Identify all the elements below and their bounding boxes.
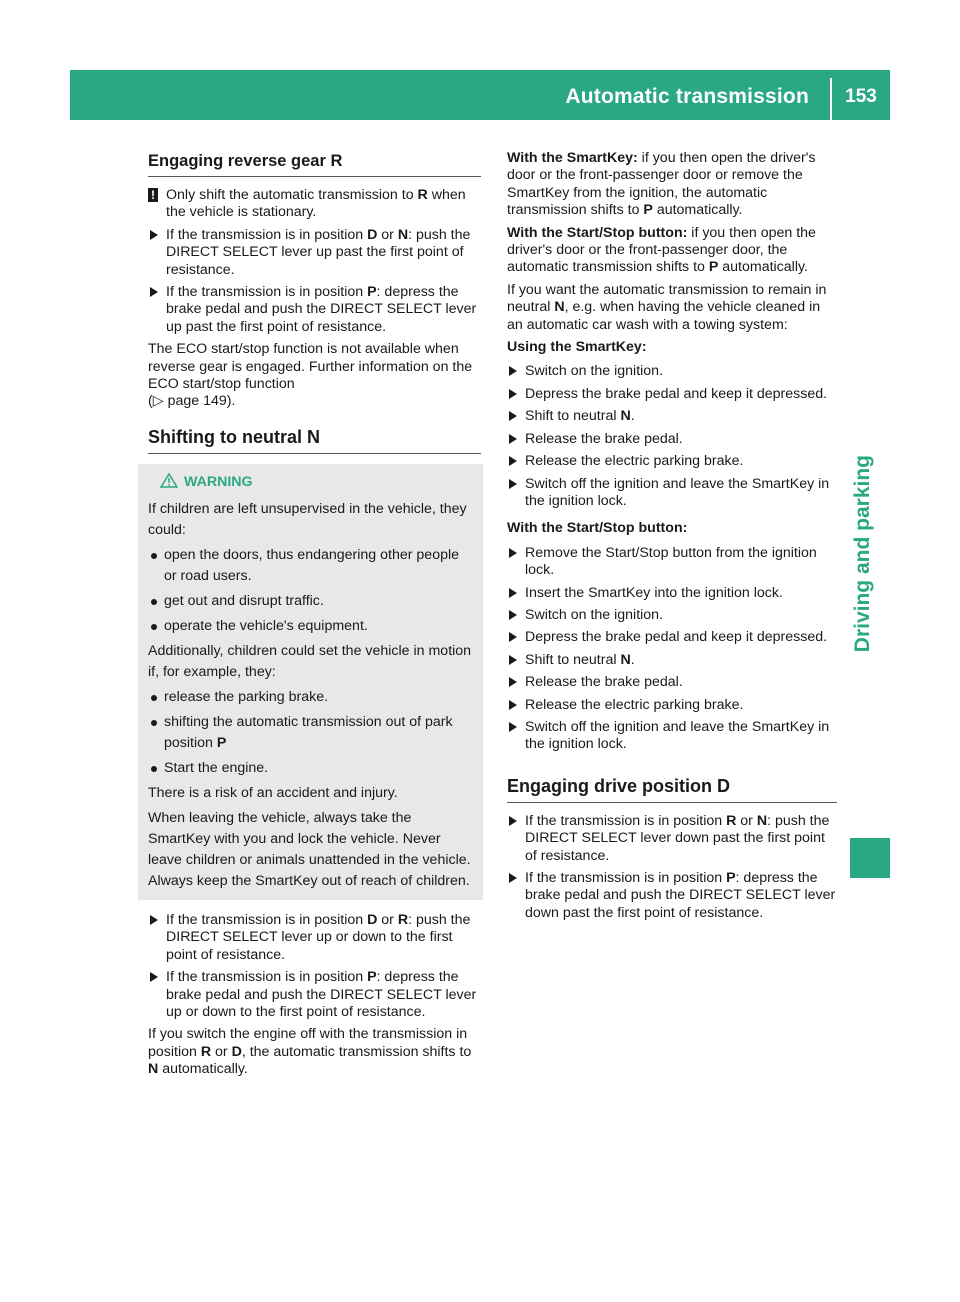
list-item: shifting the automatic transmission out of park position P	[148, 712, 475, 754]
chapter-title: Automatic transmission	[565, 85, 809, 108]
subheading-using-smartkey: Using the SmartKey:	[507, 339, 647, 356]
step-item: If the transmission is in position R or N: push the DIRECT SELECT lever down past the first point of resistance.	[507, 813, 837, 865]
left-column	[148, 150, 481, 1084]
step-item: Insert the SmartKey into the ignition lock.	[507, 585, 837, 602]
step-item: Shift to neutral N.	[507, 652, 837, 669]
subheading-with-startstop: With the Start/Stop button:	[507, 520, 688, 537]
step-item: Release the brake pedal.	[507, 674, 837, 691]
list-item: Start the engine.	[148, 758, 475, 779]
page-header	[70, 70, 890, 120]
heading-drive-position: Engaging drive position D	[507, 774, 837, 803]
warning-box	[138, 464, 483, 900]
step-item: Shift to neutral N.	[507, 408, 837, 425]
caution-note: ! Only shift the automatic transmission to R when the vehicle is stationary.	[148, 187, 481, 222]
list-item: get out and disrupt traffic.	[148, 591, 475, 612]
step-item: If the transmission is in position D or N: push the DIRECT SELECT lever up past the first point of resistance.	[148, 227, 481, 279]
warning-text: There is a risk of an accident and injury.	[148, 784, 398, 801]
startstop-info: With the Start/Stop button: if you then open the driver's door or the front-passenger door, the automatic transmission shifts to P automatically.	[507, 224, 816, 276]
heading-neutral: Shifting to neutral N	[148, 425, 481, 454]
step-item: Switch on the ignition.	[507, 607, 837, 624]
warning-text: Additionally, children could set the vehicle in motion if, for example, they:	[148, 642, 472, 680]
warning-text: If children are left unsupervised in the vehicle, they could:	[148, 500, 467, 538]
page-number: 153	[845, 86, 877, 107]
step-item: Remove the Start/Stop button from the ignition lock.	[507, 545, 837, 580]
warning-text: When leaving the vehicle, always take the SmartKey with you and lock the vehicle. Never leave children or animals unattended in the vehicle. Always keep the SmartKey out of reach of children.	[148, 809, 471, 889]
step-item: Switch on the ignition.	[507, 363, 837, 380]
step-item: Depress the brake pedal and keep it depressed.	[507, 629, 837, 646]
step-item: If the transmission is in position P: depress the brake pedal and push the DIRECT SELECT lever down past the first point of resistance.	[507, 870, 837, 922]
warning-title: WARNING	[160, 472, 475, 493]
car-wash-info: If you want the automatic transmission to remain in neutral N, e.g. when having the vehicle cleaned in an automatic car wash with a towing system:	[507, 281, 827, 333]
step-item: If the transmission is in position P: depress the brake pedal and push the DIRECT SELECT lever up past the first point of resistance.	[148, 284, 481, 336]
list-item: operate the vehicle's equipment.	[148, 616, 475, 637]
step-item: Switch off the ignition and leave the SmartKey in the ignition lock.	[507, 719, 837, 754]
page-reference-link[interactable]: (▷ page 149).	[148, 393, 236, 410]
heading-reverse-gear: Engaging reverse gear R	[148, 150, 481, 177]
smartkey-info: With the SmartKey: if you then open the driver's door or the front-passenger door or remove the SmartKey from the ignition, the automatic transmission shifts to P automatically.	[507, 150, 816, 219]
exclamation-icon: !	[148, 188, 158, 202]
list-item: release the parking brake.	[148, 687, 475, 708]
right-column	[507, 150, 837, 927]
step-item: Depress the brake pedal and keep it depressed.	[507, 386, 837, 403]
engine-off-info: If you switch the engine off with the transmission in position R or D, the automatic transmission shifts to N automatically.	[148, 1026, 472, 1078]
step-item: Release the brake pedal.	[507, 431, 837, 448]
eco-info: The ECO start/stop function is not available when reverse gear is engaged. Further information on the ECO start/stop function (▷ page 149).	[148, 341, 473, 410]
list-item: open the doors, thus endangering other people or road users.	[148, 545, 475, 587]
step-item: If the transmission is in position P: depress the brake pedal and push the DIRECT SELECT lever up or down to the first point of resistance.	[148, 969, 481, 1021]
section-tab-marker	[850, 838, 890, 878]
section-tab-label: Driving and parking	[851, 455, 874, 653]
step-item: Release the electric parking brake.	[507, 697, 837, 714]
step-item: Switch off the ignition and leave the SmartKey in the ignition lock.	[507, 476, 837, 511]
warning-triangle-icon	[160, 473, 178, 488]
step-item: Release the electric parking brake.	[507, 453, 837, 470]
step-item: If the transmission is in position D or R: push the DIRECT SELECT lever up or down to the first point of resistance.	[148, 912, 481, 964]
